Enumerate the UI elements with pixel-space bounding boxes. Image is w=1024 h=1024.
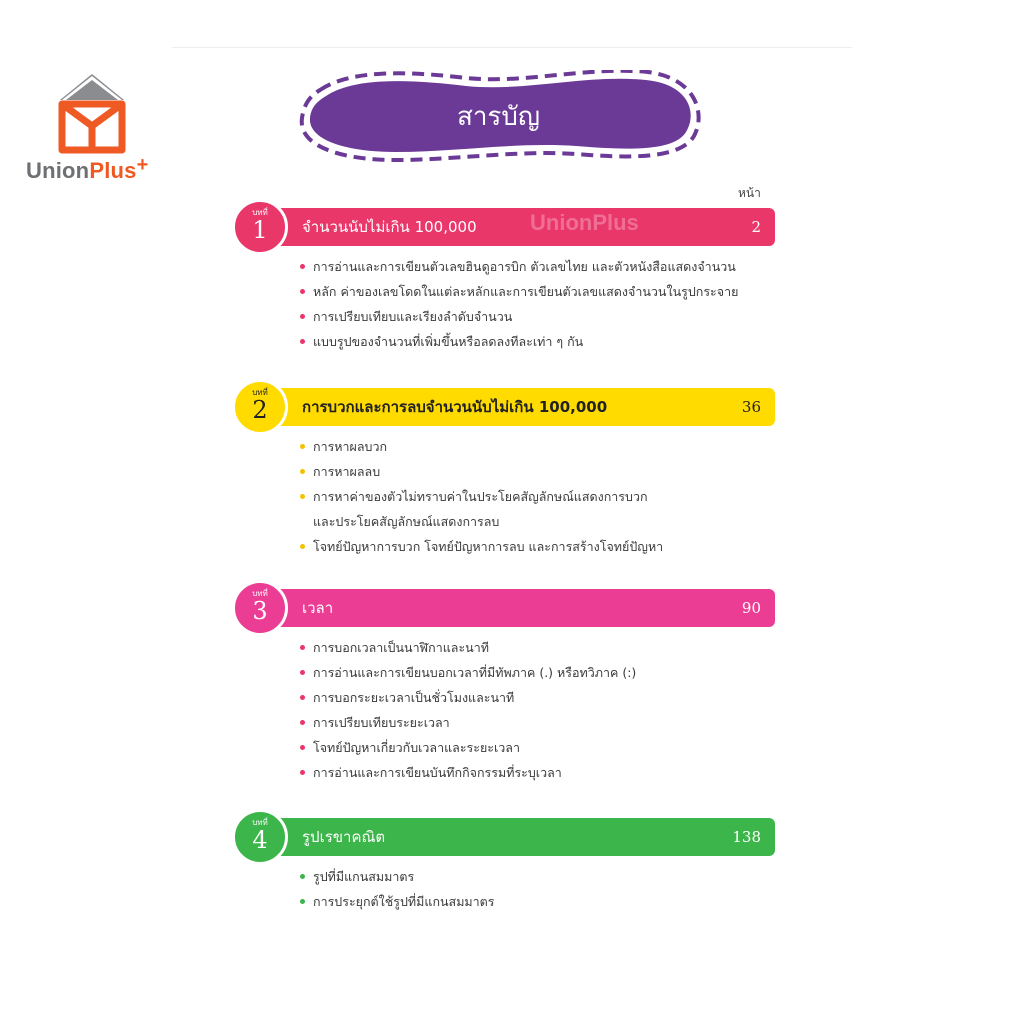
list-item <box>300 710 780 735</box>
chapter-title: เวลา <box>302 599 334 617</box>
list-item-text: การหาผลบวก <box>313 439 388 454</box>
list-item <box>300 329 780 354</box>
bullet-icon <box>300 720 305 725</box>
bullet-icon <box>300 314 305 319</box>
bullet-icon <box>300 444 305 449</box>
chapter-number-badge <box>232 580 288 636</box>
list-item-text: การบอกระยะเวลาเป็นชั่วโมงและนาที <box>313 690 515 705</box>
chapter-page-number: 36 <box>741 398 761 416</box>
bullet-icon <box>300 494 305 499</box>
list-item-text: การเปรียบเทียบและเรียงลำดับจำนวน <box>313 309 513 324</box>
box-icon <box>56 70 128 156</box>
bullet-icon <box>300 874 305 879</box>
chapter-number-badge <box>232 379 288 435</box>
chapter-label: บทที่ <box>252 818 268 827</box>
watermark: UnionPlus <box>530 210 639 235</box>
unionplus-logo <box>26 70 166 190</box>
bullet-icon <box>300 745 305 750</box>
chapter-1-items <box>300 254 780 354</box>
list-item-text: การเปรียบเทียบระยะเวลา <box>313 715 450 730</box>
chapter-3-bar[interactable] <box>272 589 775 627</box>
bullet-icon <box>300 264 305 269</box>
list-item <box>300 889 780 914</box>
bullet-icon <box>300 339 305 344</box>
list-item <box>300 459 780 484</box>
list-item <box>300 760 780 785</box>
bullet-icon <box>300 695 305 700</box>
chapter-2-bar[interactable] <box>272 388 775 426</box>
list-item-text: การบอกเวลาเป็นนาฬิกาและนาที <box>313 640 489 655</box>
logo-text-union: Union <box>26 158 90 183</box>
list-item-text: การหาผลลบ <box>313 464 381 479</box>
bullet-icon <box>300 899 305 904</box>
chapter-page-number: 138 <box>732 828 761 846</box>
page-column-label: หน้า <box>738 186 761 200</box>
list-item <box>300 279 780 304</box>
bullet-icon <box>300 645 305 650</box>
list-item-text: การประยุกต์ใช้รูปที่มีแกนสมมาตร <box>313 894 495 909</box>
chapter-page-number: 90 <box>741 599 761 617</box>
list-item <box>300 534 780 559</box>
chapter-number: 1 <box>252 216 268 244</box>
chapter-number-badge <box>232 809 288 865</box>
logo-text <box>26 154 149 184</box>
bullet-icon <box>300 289 305 294</box>
chapter-number-badge <box>232 199 288 255</box>
list-item <box>300 660 780 685</box>
page-title: สารบัญ <box>456 101 541 132</box>
chapter-1-bar[interactable] <box>272 208 775 246</box>
bullet-icon <box>300 544 305 549</box>
list-item-text: หลัก ค่าของเลขโดดในแต่ละหลักและการเขียนตัวเลขแสดงจำนวนในรูปกระจาย <box>313 284 739 299</box>
list-item <box>300 484 780 534</box>
bullet-icon <box>300 469 305 474</box>
chapter-3-items <box>300 635 780 785</box>
chapter-title: การบวกและการลบจำนวนนับไม่เกิน 100,000 <box>302 398 608 416</box>
chapter-number: 3 <box>252 597 268 625</box>
chapter-title: รูปเรขาคณิต <box>302 828 386 846</box>
chapter-label: บทที่ <box>252 208 268 217</box>
list-item-text: โจทย์ปัญหาเกี่ยวกับเวลาและระยะเวลา <box>313 740 520 755</box>
list-item <box>300 864 780 889</box>
chapter-label: บทที่ <box>252 388 268 397</box>
list-item <box>300 434 780 459</box>
chapter-title: จำนวนนับไม่เกิน 100,000 <box>302 218 477 236</box>
chapter-4-items <box>300 864 780 914</box>
logo-plus-sign: + <box>136 154 149 176</box>
chapter-2-items <box>300 434 780 559</box>
list-item-continuation: และประโยคสัญลักษณ์แสดงการลบ <box>313 514 500 529</box>
bullet-icon <box>300 670 305 675</box>
list-item-text: การหาค่าของตัวไม่ทราบค่าในประโยคสัญลักษณ์แสดงการบวก <box>313 489 648 504</box>
list-item <box>300 735 780 760</box>
chapter-number: 2 <box>252 396 268 424</box>
list-item-text: โจทย์ปัญหาการบวก โจทย์ปัญหาการลบ และการสร้างโจทย์ปัญหา <box>313 539 664 554</box>
logo-text-plus: Plus <box>89 158 137 183</box>
top-divider <box>172 47 852 48</box>
list-item-text: แบบรูปของจำนวนที่เพิ่มขึ้นหรือลดลงทีละเท่า ๆ กัน <box>313 334 584 349</box>
list-item <box>300 685 780 710</box>
list-item-text: การอ่านและการเขียนตัวเลขฮินดูอารบิก ตัวเลขไทย และตัวหนังสือแสดงจำนวน <box>313 259 736 274</box>
list-item <box>300 635 780 660</box>
list-item-text: การอ่านและการเขียนบอกเวลาที่มีทัพภาค (.) หรือทวิภาค (:) <box>313 665 637 680</box>
chapter-label: บทที่ <box>252 589 268 598</box>
chapter-page-number: 2 <box>751 218 761 236</box>
list-item-text: รูปที่มีแกนสมมาตร <box>313 869 415 884</box>
chapter-4-bar[interactable] <box>272 818 775 856</box>
list-item <box>300 254 780 279</box>
chapter-number: 4 <box>252 826 268 854</box>
list-item <box>300 304 780 329</box>
title-banner <box>296 70 701 162</box>
bullet-icon <box>300 770 305 775</box>
list-item-text: การอ่านและการเขียนบันทึกกิจกรรมที่ระบุเวลา <box>313 765 562 780</box>
